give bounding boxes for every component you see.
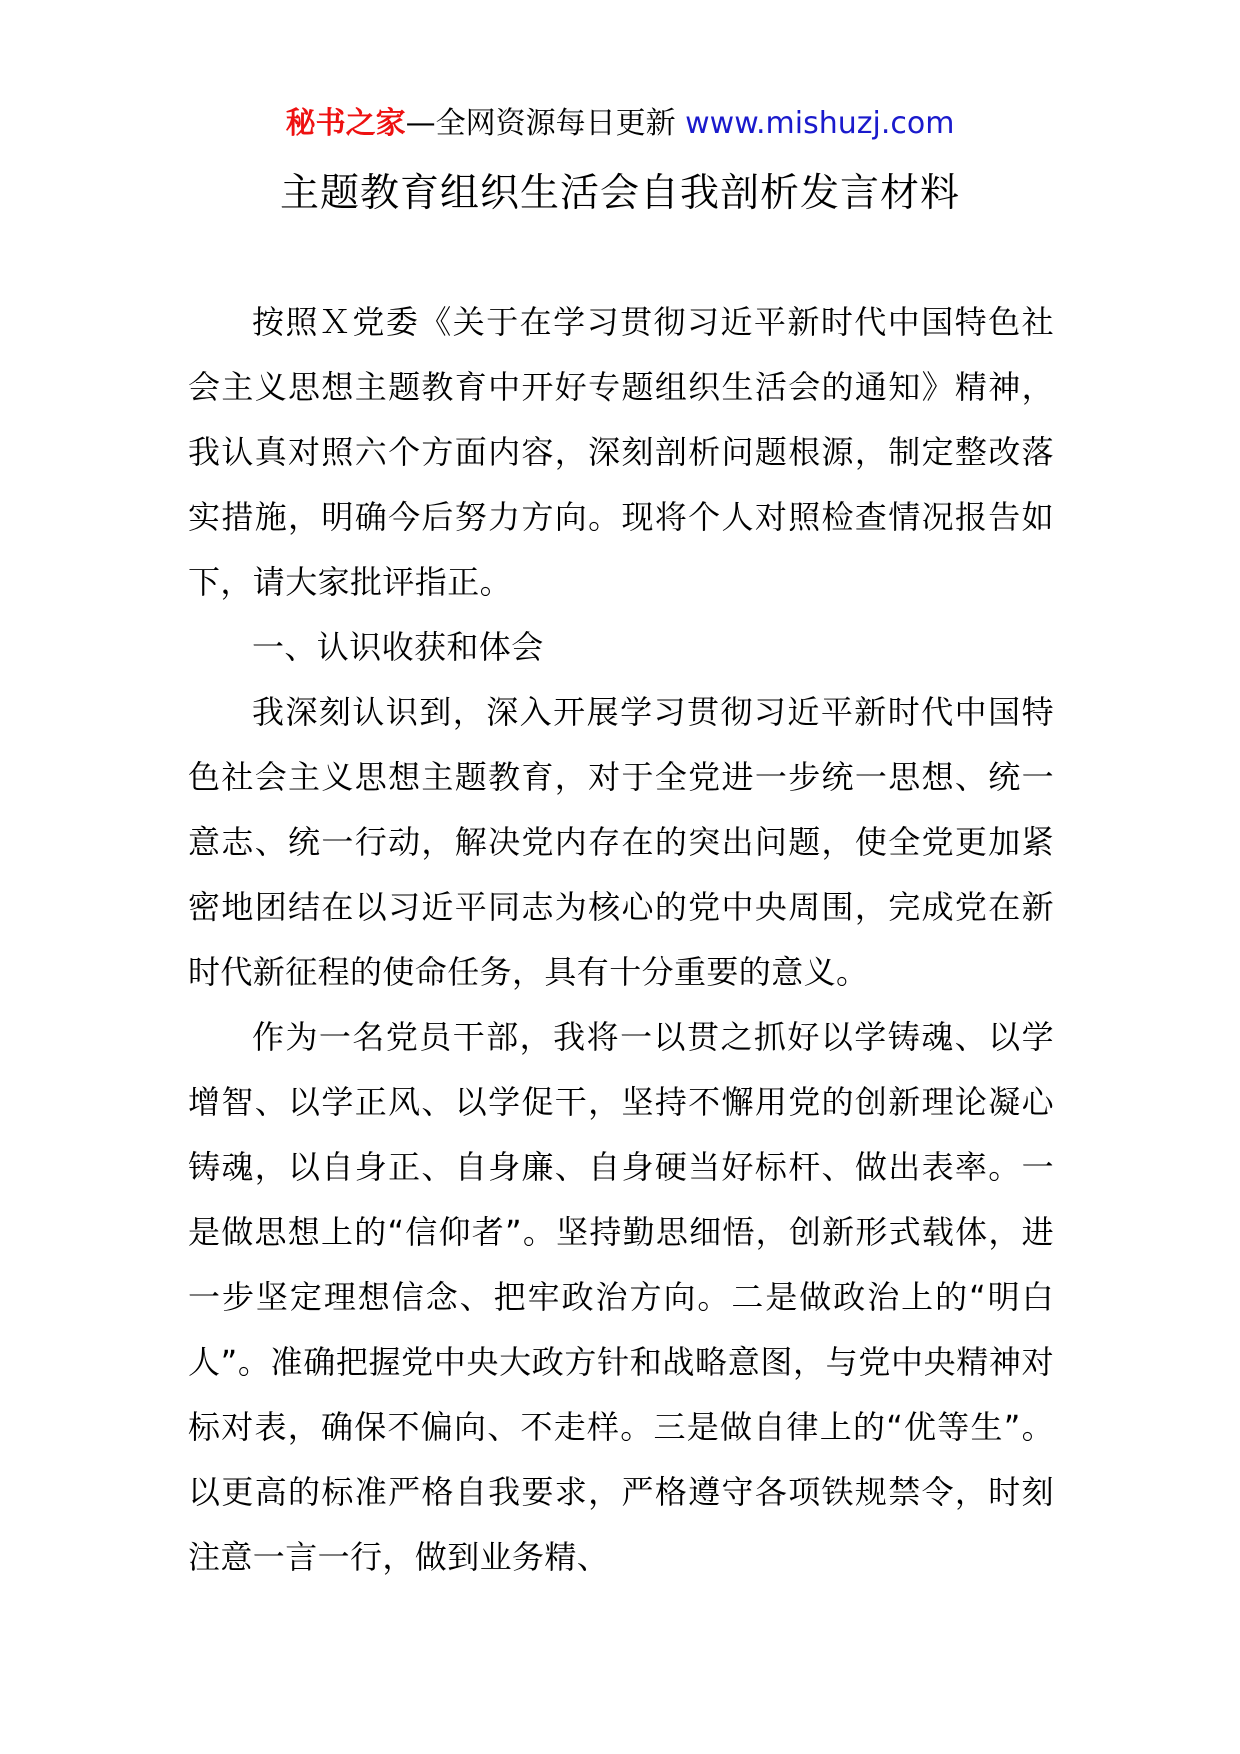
site-url-link[interactable]: www.mishuzj.com (685, 106, 955, 141)
intro-paragraph: 按照Ｘ党委《关于在学习贯彻习近平新时代中国特色社会主义思想主题教育中开好专题组织生活会的通知》精神，我认真对照六个方面内容，深刻剖析问题根源，制定整改落实措施，明确今后努力方向。现将个人对照检查情况报告如下，请大家批评指正。 (188, 303, 1054, 601)
site-header (0, 104, 1240, 144)
document-title: 主题教育组织生活会自我剖析发言材料 (279, 171, 960, 216)
section-heading: 一、认识收获和体会 (252, 628, 544, 666)
body-paragraph: 作为一名党员干部，我将一以贯之抓好以学铸魂、以学增智、以学正风、以学促干，坚持不懈用党的创新理论凝心铸魂，以自身正、自身廉、自身硬当好标杆、做出表率。一是做思想上的“信仰者”。坚持勤思细悟，创新形式载体，进一步坚定理想信念、把牢政治方向。二是做政治上的“明白人”。准确把握党中央大政方针和战略意图，与党中央精神对标对表，确保不偏向、不走样。三是做自律上的“优等生”。以更高的标准严格自我要求，严格遵守各项铁规禁令，时刻注意一言一行，做到业务精、 (188, 1018, 1054, 1576)
brand-name: 秘书之家 (285, 106, 406, 141)
body-paragraph: 我深刻认识到，深入开展学习贯彻习近平新时代中国特色社会主义思想主题教育，对于全党进一步统一思想、统一意志、统一行动，解决党内存在的突出问题，使全党更加紧密地团结在以习近平同志为核心的党中央周围，完成党在新时代新征程的使命任务，具有十分重要的意义。 (188, 693, 1054, 991)
document-body (188, 290, 1054, 1590)
site-slogan: —全网资源每日更新 (405, 106, 676, 141)
